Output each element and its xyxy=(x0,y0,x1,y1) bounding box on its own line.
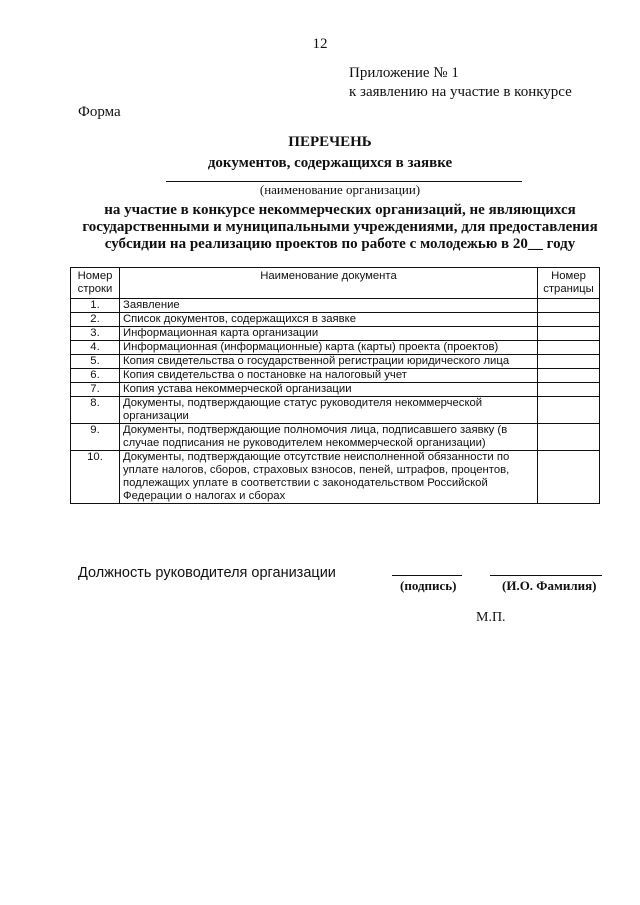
header-page-number-line-1: Номер xyxy=(551,270,586,282)
signature-line xyxy=(392,575,462,576)
document-name: Список документов, содержащихся в заявке xyxy=(120,313,538,327)
document-name: Копия устава некоммерческой организации xyxy=(120,383,538,397)
table-header-row xyxy=(71,268,600,299)
name-line xyxy=(490,575,602,576)
row-number: 10. xyxy=(71,451,120,504)
row-number: 2. xyxy=(71,313,120,327)
row-number: 3. xyxy=(71,327,120,341)
header-row-number-line-1: Номер xyxy=(77,270,113,282)
page-number-cell[interactable] xyxy=(538,355,600,369)
page-number-cell[interactable] xyxy=(538,397,600,424)
table-row xyxy=(71,383,600,397)
document-name: Информационная карта организации xyxy=(120,327,538,341)
header-page-number-line-2: страницы xyxy=(543,283,594,295)
document-name: Заявление xyxy=(120,299,538,313)
page-number-cell[interactable] xyxy=(538,299,600,313)
page-number-cell[interactable] xyxy=(538,424,600,451)
page-number: 12 xyxy=(312,36,328,52)
organization-caption: (наименование организации) xyxy=(259,182,421,197)
header-document-name: Наименование документа xyxy=(120,268,538,299)
table-row xyxy=(71,313,600,327)
document-title xyxy=(0,132,640,174)
document-name: Информационная (информационные) карта (карты) проекта (проектов) xyxy=(120,341,538,355)
head-position-label: Должность руководителя организации xyxy=(78,565,336,581)
page-number-cell[interactable] xyxy=(538,327,600,341)
table-row xyxy=(71,299,600,313)
row-number: 6. xyxy=(71,369,120,383)
purpose-line-2: государственными и муниципальными учреждениями, для предоставления xyxy=(82,219,598,235)
table-row xyxy=(71,355,600,369)
page-number-cell[interactable] xyxy=(538,383,600,397)
row-number: 7. xyxy=(71,383,120,397)
table-row xyxy=(71,397,600,424)
purpose-line-3: субсидии на реализацию проектов по работе с молодежью в 20__ году xyxy=(104,236,576,252)
document-name: Копия свидетельства о постановке на налоговый учет xyxy=(120,369,538,383)
header-page-number xyxy=(538,268,600,299)
page-number-cell[interactable] xyxy=(538,341,600,355)
table-row xyxy=(71,369,600,383)
row-number: 1. xyxy=(71,299,120,313)
table-row xyxy=(71,327,600,341)
row-number: 9. xyxy=(71,424,120,451)
header-row-number xyxy=(71,268,120,299)
name-caption: (И.О. Фамилия) xyxy=(502,578,597,593)
signature-caption: (подпись) xyxy=(400,578,457,593)
appendix-line-1: Приложение № 1 xyxy=(349,65,459,81)
row-number: 5. xyxy=(71,355,120,369)
row-number: 8. xyxy=(71,397,120,424)
appendix-line-2: к заявлению на участие в конкурсе xyxy=(349,84,572,100)
header-row-number-line-2: строки xyxy=(77,283,113,295)
document-name: Документы, подтверждающие полномочия лица, подписавшего заявку (в случае подписания не руководителем некоммерческой организации) xyxy=(120,424,538,451)
page-number-cell[interactable] xyxy=(538,313,600,327)
purpose-line-1: на участие в конкурсе некоммерческих организаций, не являющихся xyxy=(104,202,576,218)
table-body xyxy=(71,299,600,504)
appendix-header xyxy=(349,64,572,102)
title-line-1: ПЕРЕЧЕНЬ xyxy=(288,134,372,150)
page-number-cell[interactable] xyxy=(538,369,600,383)
title-line-2: документов, содержащихся в заявке xyxy=(207,155,453,171)
row-number: 4. xyxy=(71,341,120,355)
form-label: Форма xyxy=(78,104,121,120)
stamp-mark: М.П. xyxy=(476,610,506,625)
document-name: Документы, подтверждающие отсутствие неисполненной обязанности по уплате налогов, сборов, страховых взносов, пеней, штрафов, процентов, подлежащих уплате в соответствии с законодательством Российской Федерации о налогах и сборах xyxy=(120,451,538,504)
table-row xyxy=(71,341,600,355)
purpose-text xyxy=(70,202,610,253)
document-name: Копия свидетельства о государственной регистрации юридического лица xyxy=(120,355,538,369)
document-name: Документы, подтверждающие статус руководителя некоммерческой организации xyxy=(120,397,538,424)
page-number-cell[interactable] xyxy=(538,451,600,504)
table-row xyxy=(71,424,600,451)
documents-table xyxy=(70,267,600,504)
table-row xyxy=(71,451,600,504)
